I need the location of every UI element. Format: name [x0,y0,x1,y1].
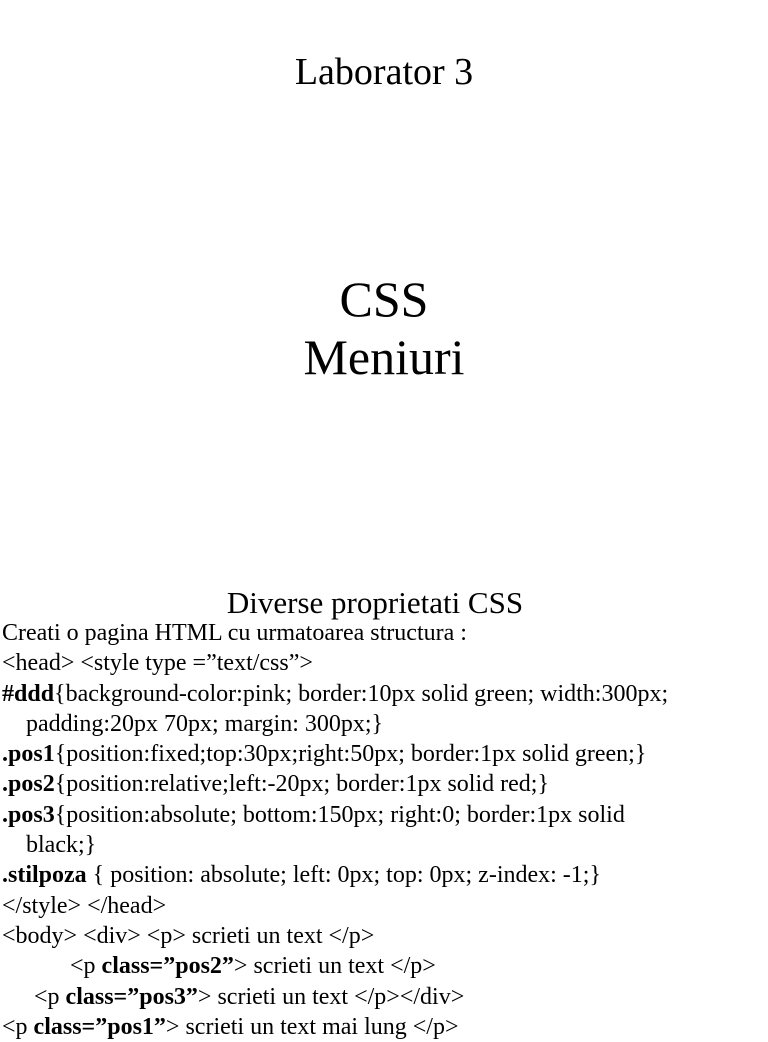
css-title: CSS [339,271,429,327]
lab-title: Laborator 3 [294,51,474,93]
p-pos3-line [2,982,768,1012]
body-line: <body> <div> <p> scrieti un text </p> [2,922,375,949]
intro-line: Creati o pagina HTML cu urmatoarea structura : [2,620,467,646]
p-pos2-rest: > scrieti un text </p> [233,953,436,980]
code-listing [2,618,768,1042]
p-pos1-line [2,1012,768,1042]
stilpoza-rule-line [2,860,768,890]
pos3-selector: .pos3 [2,801,55,828]
p-pos3-rest: > scrieti un text </p></div> [197,983,465,1010]
pos3-rule-continuation: black;} [26,832,97,859]
stilpoza-rule: { position: absolute; left: 0px; top: 0px; z-index: -1;} [86,862,601,889]
head-close-line: </style> </head> [2,892,167,919]
pos1-selector: .pos1 [2,741,55,768]
p-pos1-class: class=”pos1” [33,1013,166,1040]
p-pos1-rest: > scrieti un text mai lung </p> [165,1013,459,1040]
ddd-selector: #ddd [2,680,55,707]
ddd-rule: {background-color:pink; border:10px solid green; width:300px; [54,680,669,707]
section-title: Diverse proprietati CSS [226,585,524,620]
ddd-rule-continuation: padding:20px 70px; margin: 300px;} [26,710,384,737]
menus-title: Meniuri [303,329,465,385]
head-open-line: <head> <style type =”text/css”> [2,650,313,677]
pos1-rule-line [2,739,768,769]
css-menus-title [0,270,768,386]
stilpoza-selector: .stilpoza [2,862,87,889]
pos3-rule: {position:absolute; bottom:150px; right:0; border:1px solid [54,801,625,828]
pos2-selector: .pos2 [2,771,55,798]
pos3-rule-line [2,800,768,830]
p-pos2-open: <p [70,953,102,980]
p-pos1-open: <p [2,1013,34,1040]
p-pos3-class: class=”pos3” [65,983,198,1010]
pos2-rule: {position:relative;left:-20px; border:1px solid red;} [54,771,549,798]
ddd-rule-line [2,679,768,709]
p-pos3-open: <p [34,983,66,1010]
pos2-rule-line [2,769,768,799]
pos1-rule: {position:fixed;top:30px;right:50px; border:1px solid green;} [54,741,647,768]
p-pos2-class: class=”pos2” [101,953,234,980]
p-pos2-line [2,951,768,981]
